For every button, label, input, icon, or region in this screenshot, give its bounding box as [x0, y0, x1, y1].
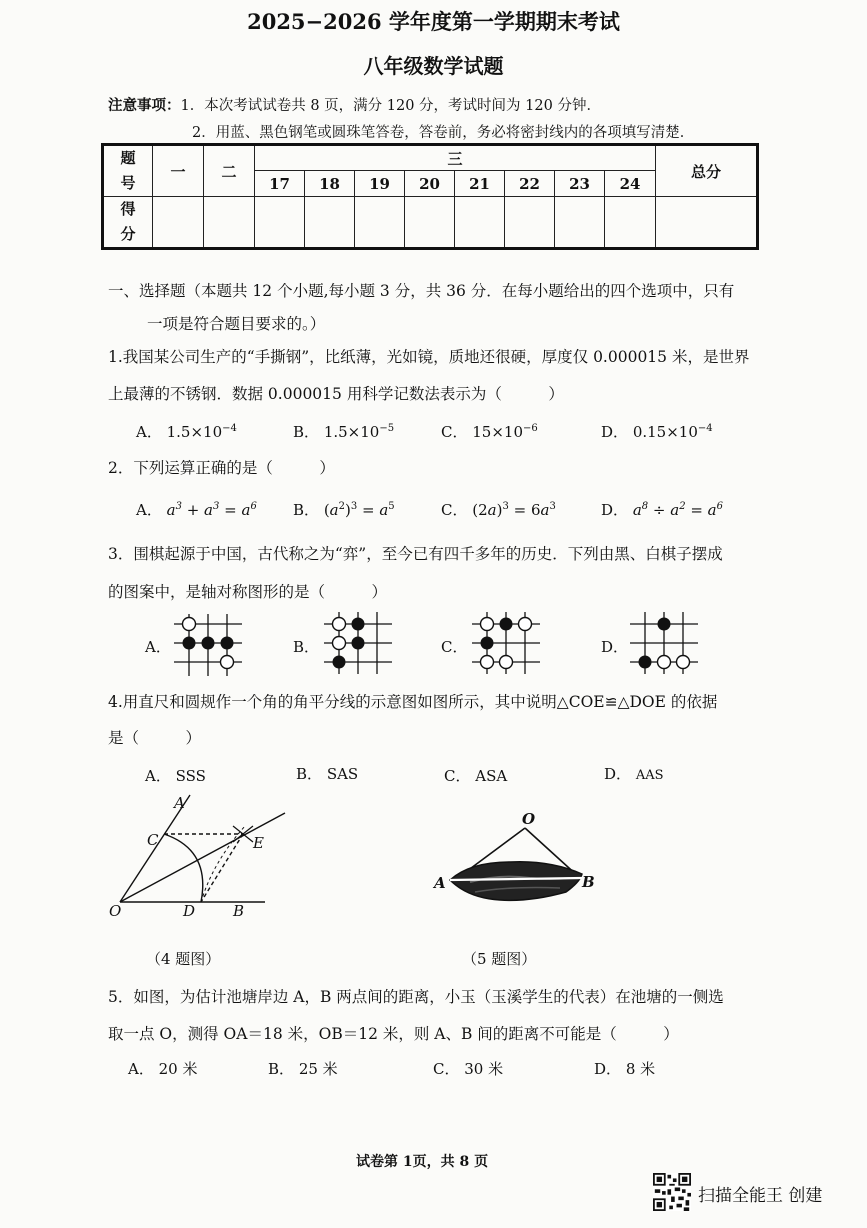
score-cell[interactable] [656, 197, 758, 249]
q1-line-1: 1.我国某公司生产的“手撕钢”，比纸薄，光如镜，质地还很硬，厚度仅 0.000015 米，是世界 [108, 348, 750, 366]
q4-option-c[interactable]: C． ASA [444, 767, 508, 785]
black-stone [352, 618, 365, 631]
col-q18: 18 [305, 171, 355, 197]
q1-option-c[interactable]: C． $15\times 10^{-6}$ [441, 423, 538, 441]
go-pattern-c [470, 610, 542, 676]
score-table [101, 143, 759, 250]
white-stone [500, 656, 513, 669]
go-pattern-b [322, 610, 394, 676]
score-cell[interactable] [605, 197, 656, 249]
black-stone [639, 656, 652, 669]
q2-option-b[interactable]: B． $(a^2)^3 = a^5$ [293, 501, 395, 519]
notes-label: 注意事项： [108, 97, 181, 114]
section-heading: 一、选择题（本题共 12 个小题,每小题 3 分，共 36 分．在每小题给出的四个选项中，只有 [108, 282, 735, 300]
black-stone [183, 637, 196, 650]
q5-option-b[interactable]: B． 25 米 [268, 1060, 338, 1078]
q2-stem: 2．下列运算正确的是（ ） [108, 459, 335, 477]
col-q19: 19 [355, 171, 405, 197]
go-pattern-d [628, 610, 700, 676]
notes-item-2: 2．用蓝、黑色钢笔或圆珠笔答卷，答卷前，务必将密封线内的各项填写清楚． [192, 125, 695, 141]
score-cell[interactable] [405, 197, 455, 249]
white-stone [183, 618, 196, 631]
scanner-watermark: 扫描全能王 创建 [698, 1186, 823, 1206]
q3-option-d-label[interactable]: D． [601, 638, 629, 656]
col-q22: 22 [505, 171, 555, 197]
label-point-e: E [253, 834, 264, 852]
q2-option-a[interactable]: A． $a^3 + a^3 = a^6$ [136, 501, 257, 519]
q5-option-a[interactable]: A． 20 米 [128, 1060, 198, 1078]
q3-option-c-label[interactable]: C． [441, 638, 468, 656]
label-point-a: A [174, 794, 185, 812]
label-point-c: C [147, 831, 159, 849]
white-stone [333, 618, 346, 631]
q1-option-a[interactable]: A． $1.5\times 10^{-4}$ [136, 423, 237, 441]
label-point-d: D [183, 902, 196, 920]
col-part-1: 一 [153, 145, 204, 197]
score-cell[interactable] [305, 197, 355, 249]
score-cell[interactable] [555, 197, 605, 249]
q3-option-b-label[interactable]: B． [293, 638, 320, 656]
q2-option-c[interactable]: C． $(2a)^3 = 6a^3$ [441, 501, 556, 519]
col-part-2: 二 [204, 145, 255, 197]
score-cell[interactable] [505, 197, 555, 249]
qr-code-icon[interactable] [653, 1173, 691, 1211]
black-stone [481, 637, 494, 650]
q4-option-a[interactable]: A． SSS [145, 767, 206, 785]
black-stone [221, 637, 234, 650]
q2-option-a-formula: $a^3 + a^3 = a^6$ [166, 501, 257, 519]
q4-angle-bisector-figure [105, 790, 305, 930]
white-stone [481, 618, 494, 631]
q4-option-b[interactable]: B． SAS [296, 765, 359, 783]
black-stone [333, 656, 346, 669]
go-pattern-a [172, 612, 244, 678]
notes-line-1 [108, 94, 601, 115]
q5-figure-caption: （5 题图） [462, 950, 537, 968]
score-cell[interactable] [204, 197, 255, 249]
white-stone [519, 618, 532, 631]
q2-option-b-formula: $(a^2)^3 = a^5$ [323, 501, 395, 519]
section-heading-cont: 一项是符合题目要求的。） [147, 315, 326, 333]
label-point-o: O [522, 810, 536, 828]
q5-pond-figure [430, 810, 605, 905]
score-cell[interactable] [455, 197, 505, 249]
q2-option-d[interactable]: D． $a^8 \div a^2 = a^6$ [601, 501, 724, 519]
col-part-3: 三 [255, 145, 656, 171]
black-stone [352, 637, 365, 650]
q5-option-c[interactable]: C． 30 米 [433, 1060, 504, 1078]
q5-line-1: 5．如图，为估计池塘岸边 A，B 两点间的距离，小玉（玉溪学生的代表）在池塘的一侧选 [108, 988, 724, 1006]
col-q23: 23 [555, 171, 605, 197]
q4-option-d[interactable]: D． AAS [604, 765, 664, 783]
exam-title: 2025−2026 学年度第一学期期末考试 [247, 9, 620, 34]
white-stone [658, 656, 671, 669]
q3-line-2: 的图案中，是轴对称图形的是（ ） [108, 583, 388, 601]
black-stone [658, 618, 671, 631]
exam-subtitle: 八年级数学试题 [363, 54, 504, 78]
q3-line-1: 3．围棋起源于中国，古代称之为“弈”，至今已有四千多年的历史．下列由黑、白棋子摆成 [108, 545, 723, 563]
label-point-b: B [233, 902, 245, 920]
q4-line-2: 是（ ） [108, 729, 202, 747]
q4-line-1: 4.用直尺和圆规作一个角的角平分线的示意图如图所示，其中说明△COE≌△DOE 的依据 [108, 693, 718, 711]
q2-option-c-formula: $(2a)^3 = 6a^3$ [472, 501, 556, 519]
white-stone [333, 637, 346, 650]
white-stone [221, 656, 234, 669]
black-stone [500, 618, 513, 631]
col-q24: 24 [605, 171, 656, 197]
q1-line-2: 上最薄的不锈钢．数据 0.000015 用科学记数法表示为（ ） [108, 385, 564, 403]
q3-option-a-label[interactable]: A． [145, 638, 171, 656]
q2-option-d-formula: $a^8 \div a^2 = a^6$ [632, 501, 724, 519]
score-cell[interactable] [355, 197, 405, 249]
label-point-o: O [109, 902, 122, 920]
q5-option-d[interactable]: D． 8 米 [594, 1060, 656, 1078]
col-q21: 21 [455, 171, 505, 197]
q4-figure-caption: （4 题图） [146, 950, 221, 968]
white-stone [677, 656, 690, 669]
score-cell[interactable] [153, 197, 204, 249]
q5-line-2: 取一点 O，测得 OA＝18 米，OB＝12 米，则 A、B 间的距离不可能是（ ） [108, 1025, 679, 1043]
q1-option-b[interactable]: B． $1.5\times 10^{-5}$ [293, 423, 395, 441]
page-footer: 试卷第 1页，共 8 页 [356, 1154, 489, 1170]
row-label-question: 题 号 [103, 145, 153, 197]
q1-option-d[interactable]: D． $0.15\times 10^{-4}$ [601, 423, 713, 441]
row-label-score: 得 分 [103, 197, 153, 249]
black-stone [202, 637, 215, 650]
label-point-b: B [582, 873, 595, 891]
notes-item-1: 1．本次考试试卷共 8 页，满分 120 分，考试时间为 120 分钟． [180, 98, 601, 114]
col-q20: 20 [405, 171, 455, 197]
label-point-a: A [434, 874, 446, 892]
score-cell[interactable] [255, 197, 305, 249]
col-total: 总分 [656, 145, 758, 197]
col-q17: 17 [255, 171, 305, 197]
white-stone [481, 656, 494, 669]
